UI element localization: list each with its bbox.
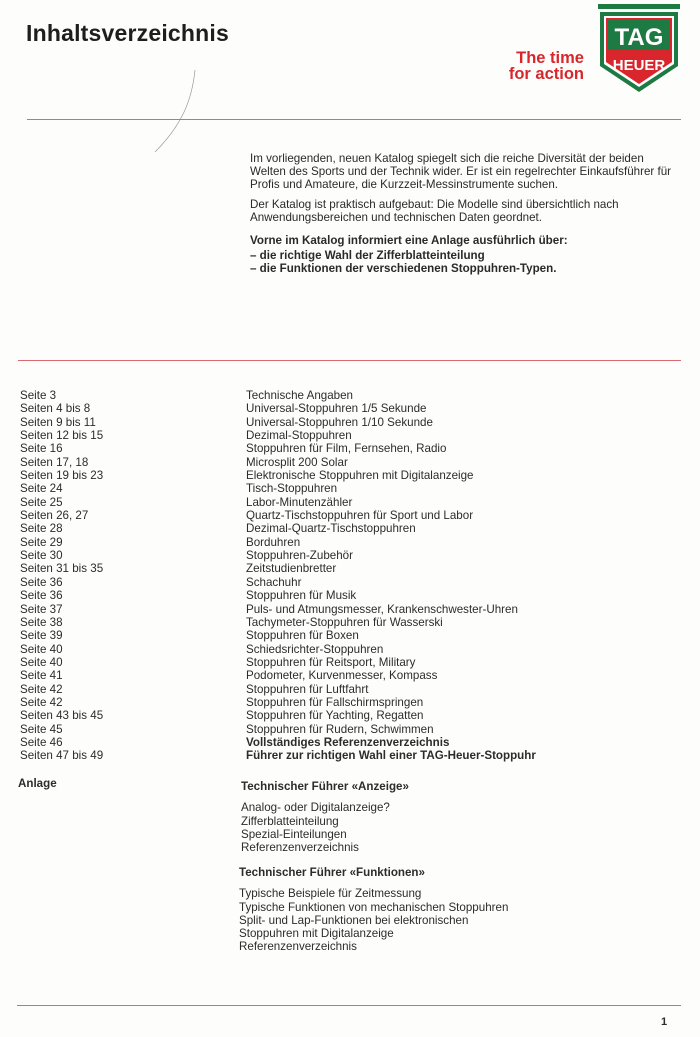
toc-page-ref: Seite 38: [20, 615, 63, 629]
intro-text: [250, 152, 680, 276]
page-number: 1: [661, 1016, 668, 1028]
toc-entry-title: Vollständiges Referenzenverzeichnis: [246, 735, 450, 749]
toc-entry-title: Microsplit 200 Solar: [246, 455, 348, 469]
toc-page-ref: Seite 3: [20, 389, 57, 402]
toc-entry-title: Tisch-Stoppuhren: [246, 482, 338, 496]
toc-page-ref: Seite 29: [20, 535, 63, 549]
guide-item: Analog- oder Digitalanzeige?: [241, 801, 390, 815]
intro-bullet: – die richtige Wahl der Zifferblatteinteilung: [250, 249, 485, 263]
toc-entry-title: Zeitstudienbretter: [246, 562, 337, 576]
toc-entry-title: Labor-Minutenzähler: [246, 495, 353, 509]
toc-entry-title: Stoppuhren für Fallschirmspringen: [246, 695, 424, 709]
toc-page-ref: Seite 39: [20, 629, 63, 643]
toc-entry-title: Borduhren: [246, 535, 301, 549]
toc-page-column: [20, 389, 220, 763]
toc-entry-title: Puls- und Atmungsmesser, Krankenschwester-Uhren: [246, 602, 518, 616]
toc-page-ref: Seite 16: [20, 442, 63, 456]
intro-lead: Vorne im Katalog informiert eine Anlage ausführlich über:: [250, 234, 568, 248]
toc-page-ref: Seite 45: [20, 722, 63, 736]
toc-page-ref: Seite 42: [20, 682, 63, 696]
toc-page-ref: Seite 25: [20, 495, 63, 509]
toc-entry-title: Schachuhr: [246, 575, 302, 589]
toc-page-ref: Seiten 43 bis 45: [20, 709, 104, 723]
header-rule: [27, 119, 681, 120]
guide-item: Typische Funktionen von mechanischen Stoppuhren: [239, 900, 509, 914]
toc-page-ref: Seite 37: [20, 602, 63, 616]
guide-item: Spezial-Einteilungen: [241, 827, 347, 841]
intro-bullet: – die Funktionen der verschiedenen Stoppuhren-Typen.: [250, 262, 557, 276]
toc-page-ref: Seite 36: [20, 589, 63, 603]
pencil-mark: [150, 70, 210, 160]
guide-functions: [239, 866, 679, 954]
guide-item: Referenzenverzeichnis: [239, 940, 357, 954]
toc-page-ref: Seite 28: [20, 522, 63, 536]
toc-page-ref: Seite 30: [20, 549, 63, 563]
intro-paragraph-1: Im vorliegenden, neuen Katalog spiegelt sich die reiche Diversität der beiden Welten des Sports und der Technik wider. Er ist ein regelrechter Einkaufsführer für Profis und Amateure, die Kurzzeit-Messinstrumente suchen.: [250, 152, 672, 192]
anlage-label: Anlage: [18, 777, 57, 790]
toc-entry-title: Tachymeter-Stoppuhren für Wasserski: [246, 615, 443, 629]
toc-page-ref: Seiten 17, 18: [20, 455, 89, 469]
toc-page-ref: Seiten 31 bis 35: [20, 562, 104, 576]
toc-entry-title: Stoppuhren für Boxen: [246, 629, 359, 643]
toc-page-ref: Seite 24: [20, 482, 63, 496]
toc-page-ref: Seite 36: [20, 575, 63, 589]
guide-item: Stoppuhren mit Digitalanzeige: [239, 927, 394, 941]
toc-page-ref: Seiten 47 bis 49: [20, 749, 104, 763]
toc-rule: [18, 360, 681, 361]
toc-entry-title: Stoppuhren für Yachting, Regatten: [246, 709, 424, 723]
toc-page-ref: Seiten 9 bis 11: [20, 415, 96, 429]
toc-entry-title: Stoppuhren-Zubehör: [246, 549, 353, 563]
slogan-line-2: for action: [508, 65, 584, 83]
page-title: Inhaltsverzeichnis: [26, 20, 230, 46]
toc-entry-title: Elektronische Stoppuhren mit Digitalanzeige: [246, 469, 474, 483]
toc-entry-title: Stoppuhren für Luftfahrt: [246, 682, 369, 696]
toc-entry-title: Stoppuhren für Film, Fernsehen, Radio: [246, 442, 447, 456]
guide-functions-heading: Technischer Führer «Funktionen»: [239, 866, 425, 879]
toc-page-ref: Seite 40: [20, 642, 63, 656]
logo-text-top: TAG: [614, 24, 664, 51]
toc-page-ref: Seiten 19 bis 23: [20, 469, 104, 483]
toc-entry-title: Schiedsrichter-Stoppuhren: [246, 642, 384, 656]
toc-page-ref: Seiten 4 bis 8: [20, 402, 91, 416]
toc-page-ref: Seiten 26, 27: [20, 509, 89, 523]
toc-entry-title: Technische Angaben: [246, 389, 354, 402]
toc-page-ref: Seite 46: [20, 735, 63, 749]
toc-entry-title: Universal-Stoppuhren 1/10 Sekunde: [246, 415, 433, 429]
toc-page-ref: Seite 40: [20, 655, 63, 669]
intro-paragraph-2: Der Katalog ist praktisch aufgebaut: Die Modelle sind übersichtlich nach Anwendungsbereichen und technischen Daten geordnet.: [250, 197, 619, 224]
guide-item: Typische Beispiele für Zeitmessung: [239, 887, 422, 901]
toc-entry-title: Universal-Stoppuhren 1/5 Sekunde: [246, 402, 427, 416]
logo-text-bottom: HEUER: [612, 57, 666, 74]
toc-entry-title: Stoppuhren für Reitsport, Military: [246, 655, 416, 669]
toc-title-column: [246, 389, 686, 763]
toc-entry-title: Stoppuhren für Musik: [246, 589, 357, 603]
guide-item: Referenzenverzeichnis: [241, 841, 359, 855]
guide-item: Split- und Lap-Funktionen bei elektronischen: [239, 913, 469, 927]
toc-entry-title: Dezimal-Quartz-Tischstoppuhren: [246, 522, 416, 536]
slogan-line-1: The time: [516, 49, 584, 67]
toc-entry-title: Podometer, Kurvenmesser, Kompass: [246, 669, 438, 683]
toc-page-ref: Seite 41: [20, 669, 63, 683]
toc-entry-title: Führer zur richtigen Wahl einer TAG-Heuer-Stoppuhr: [246, 749, 536, 763]
toc-entry-title: Stoppuhren für Rudern, Schwimmen: [246, 722, 434, 736]
guide-display-heading: Technischer Führer «Anzeige»: [241, 780, 409, 793]
tag-heuer-logo: [598, 4, 680, 94]
guide-display: [241, 780, 681, 854]
slogan: [474, 50, 584, 82]
toc-page-ref: Seite 42: [20, 695, 63, 709]
toc-page-ref: Seiten 12 bis 15: [20, 429, 104, 443]
guide-item: Zifferblatteinteilung: [241, 814, 339, 828]
toc-entry-title: Quartz-Tischstoppuhren für Sport und Labor: [246, 509, 474, 523]
footer-rule: [17, 1005, 681, 1006]
toc-entry-title: Dezimal-Stoppuhren: [246, 429, 352, 443]
